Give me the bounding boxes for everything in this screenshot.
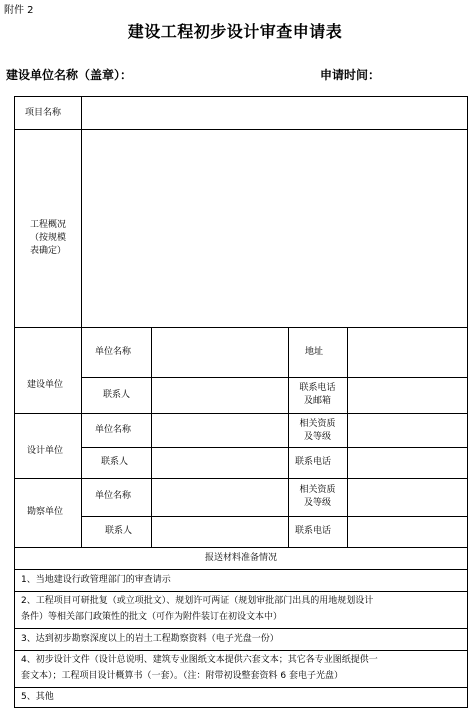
form-title: 建设工程初步设计审查申请表 [127,22,343,41]
materials-header: 报送材料准备情况 [204,553,277,563]
material-item-4: 4、初步设计文件（设计总说明、建筑专业图纸文本提供六套文本；其它各专业图纸提供一 套文本）；工程项目设计概算书（一套）。（注：附带初设整套资料 6 套电子光盘） [21,655,378,681]
row-divider [15,129,467,130]
row-divider [15,478,467,479]
column-divider [81,97,82,547]
phone-label: 联系电话 [295,526,332,536]
unit-name-label: 单位名称 [95,491,132,501]
row-divider [81,447,467,448]
material-item-3: 3、达到初步勘察深度以上的岩土工程勘察资料（电子光盘一份） [21,634,279,644]
qualification-label: 相关资质 及等级 [299,419,336,442]
address-label: 地址 [305,347,324,357]
survey-unit-label: 勘察单位 [27,507,64,517]
row-divider [15,569,467,570]
row-divider [81,516,467,517]
unit-name-label: 单位名称 [95,347,132,357]
unit-name-label: 单位名称 [95,425,132,435]
row-divider [15,547,467,548]
row-divider [81,377,467,378]
row-divider [15,413,467,414]
construction-unit-label: 建设单位 [27,380,64,390]
application-form-table [14,96,468,708]
contact-label: 联系人 [105,526,133,536]
design-unit-label: 设计单位 [27,446,64,456]
project-name-label: 项目名称 [25,108,62,118]
material-item-2: 2、工程项目可研批复（或立项批文）、规划许可两证（规划审批部门出具的用地规划设计 条件）等相关部门政策性的批文（可作为附件装订在初设文本中） [21,596,374,622]
row-divider [15,327,467,328]
applicant-label: 建设单位名称（盖章）： [6,68,133,82]
column-divider [151,327,152,547]
date-label: 申请时间： [320,68,381,82]
row-divider [15,650,467,651]
material-item-1: 1、当地建设行政管理部门的审查请示 [21,575,171,585]
attachment-label: 附件 2 [4,5,34,16]
phone-postcode-label: 联系电话 及邮箱 [299,383,336,406]
row-divider [15,591,467,592]
project-overview-label: 工程概况 （按规模 表确定） [29,220,66,256]
contact-label: 联系人 [101,457,129,467]
row-divider [15,628,467,629]
qualification-label: 相关资质 及等级 [299,485,336,508]
contact-label: 联系人 [103,390,131,400]
column-divider [347,327,348,547]
material-item-5: 5、其他 [21,692,54,702]
row-divider [15,687,467,688]
phone-label: 联系电话 [295,457,332,467]
